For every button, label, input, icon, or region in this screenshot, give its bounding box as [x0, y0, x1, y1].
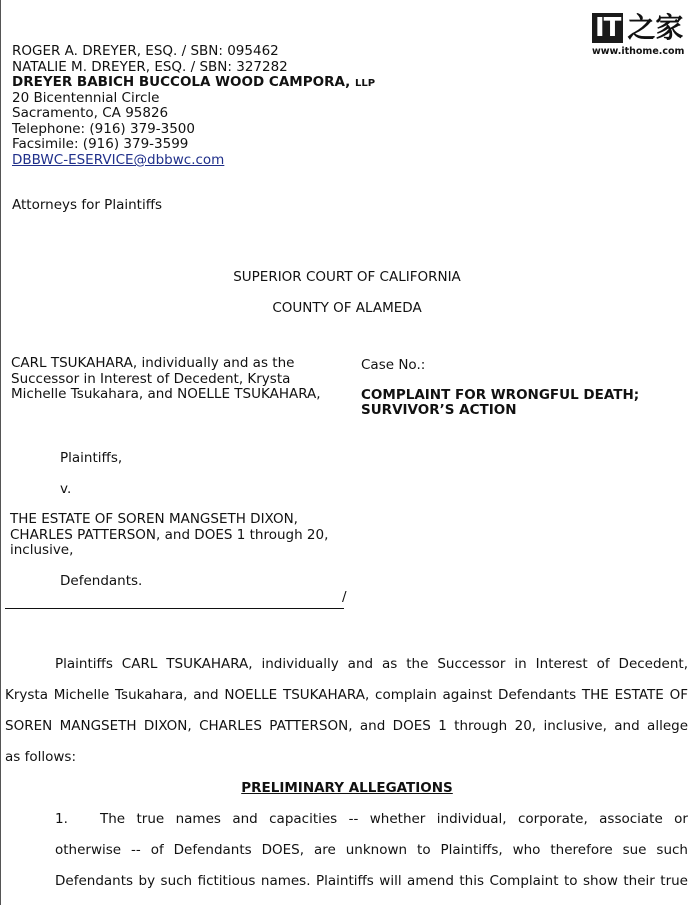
page-left-border [0, 0, 1, 905]
court-name: SUPERIOR COURT OF CALIFORNIA [233, 269, 461, 285]
watermark-url: www.ithome.com [592, 46, 685, 57]
email-link[interactable]: DBBWC-ESERVICE@dbbwc.com [12, 152, 225, 168]
ithome-watermark [592, 13, 684, 57]
telephone-line: Telephone: (916) 379-3500 [12, 121, 195, 137]
plaintiffs-label: Plaintiffs, [60, 450, 123, 466]
paragraph-line: Defendants by such fictitious names. Plaintiffs will amend this Complaint to show their true [55, 873, 688, 889]
section-heading: PRELIMINARY ALLEGATIONS [241, 780, 453, 796]
address-line-city: Sacramento, CA 95826 [12, 105, 169, 121]
intro-line: Plaintiffs CARL TSUKAHARA, individually and as the Successor in Interest of Decedent, [55, 656, 688, 672]
caption-slash: / [342, 589, 347, 605]
intro-line: Krysta Michelle Tsukahara, and NOELLE TSUKAHARA, complain against Defendants THE ESTATE OF [5, 687, 688, 703]
county-name: COUNTY OF ALAMEDA [272, 300, 422, 316]
ithome-logo-glyph: 之家 [627, 11, 684, 44]
ithome-logo-icon: IT [592, 13, 623, 43]
complaint-title-line-2: SURVIVOR’S ACTION [361, 402, 517, 418]
attorney-line-1: ROGER A. DREYER, ESQ. / SBN: 095462 [12, 43, 279, 59]
versus-label: v. [60, 481, 72, 497]
law-firm-suffix: LLP [355, 78, 376, 89]
paragraph-line: The true names and capacities -- whether individual, corporate, associate or [100, 811, 688, 827]
attorney-line-2: NATALIE M. DREYER, ESQ. / SBN: 327282 [12, 59, 288, 75]
case-number-label: Case No.: [361, 357, 426, 373]
law-firm-name-text: DREYER BABICH BUCCOLA WOOD CAMPORA, [12, 74, 351, 90]
paragraph-number: 1. [55, 811, 68, 827]
attorneys-for-label: Attorneys for Plaintiffs [12, 197, 163, 213]
facsimile-line: Facsimile: (916) 379-3599 [12, 136, 189, 152]
complaint-title-line-1: COMPLAINT FOR WRONGFUL DEATH; [361, 387, 640, 403]
intro-line: SOREN MANGSETH DIXON, CHARLES PATTERSON, and DOES 1 through 20, inclusive, and allege [5, 718, 688, 734]
intro-line: as follows: [5, 749, 76, 765]
address-line-street: 20 Bicentennial Circle [12, 90, 160, 106]
caption-rule [5, 608, 344, 609]
defendants-caption: THE ESTATE OF SOREN MANGSETH DIXON, CHARLES PATTERSON, and DOES 1 through 20, inclusive, [10, 511, 329, 559]
defendants-label: Defendants. [60, 573, 143, 589]
paragraph-line: otherwise -- of Defendants DOES, are unknown to Plaintiffs, who therefore sue such [55, 842, 688, 858]
plaintiffs-caption: CARL TSUKAHARA, individually and as the Successor in Interest of Decedent, Krysta Michelle Tsukahara, and NOELLE TSUKAHARA, [11, 355, 321, 403]
